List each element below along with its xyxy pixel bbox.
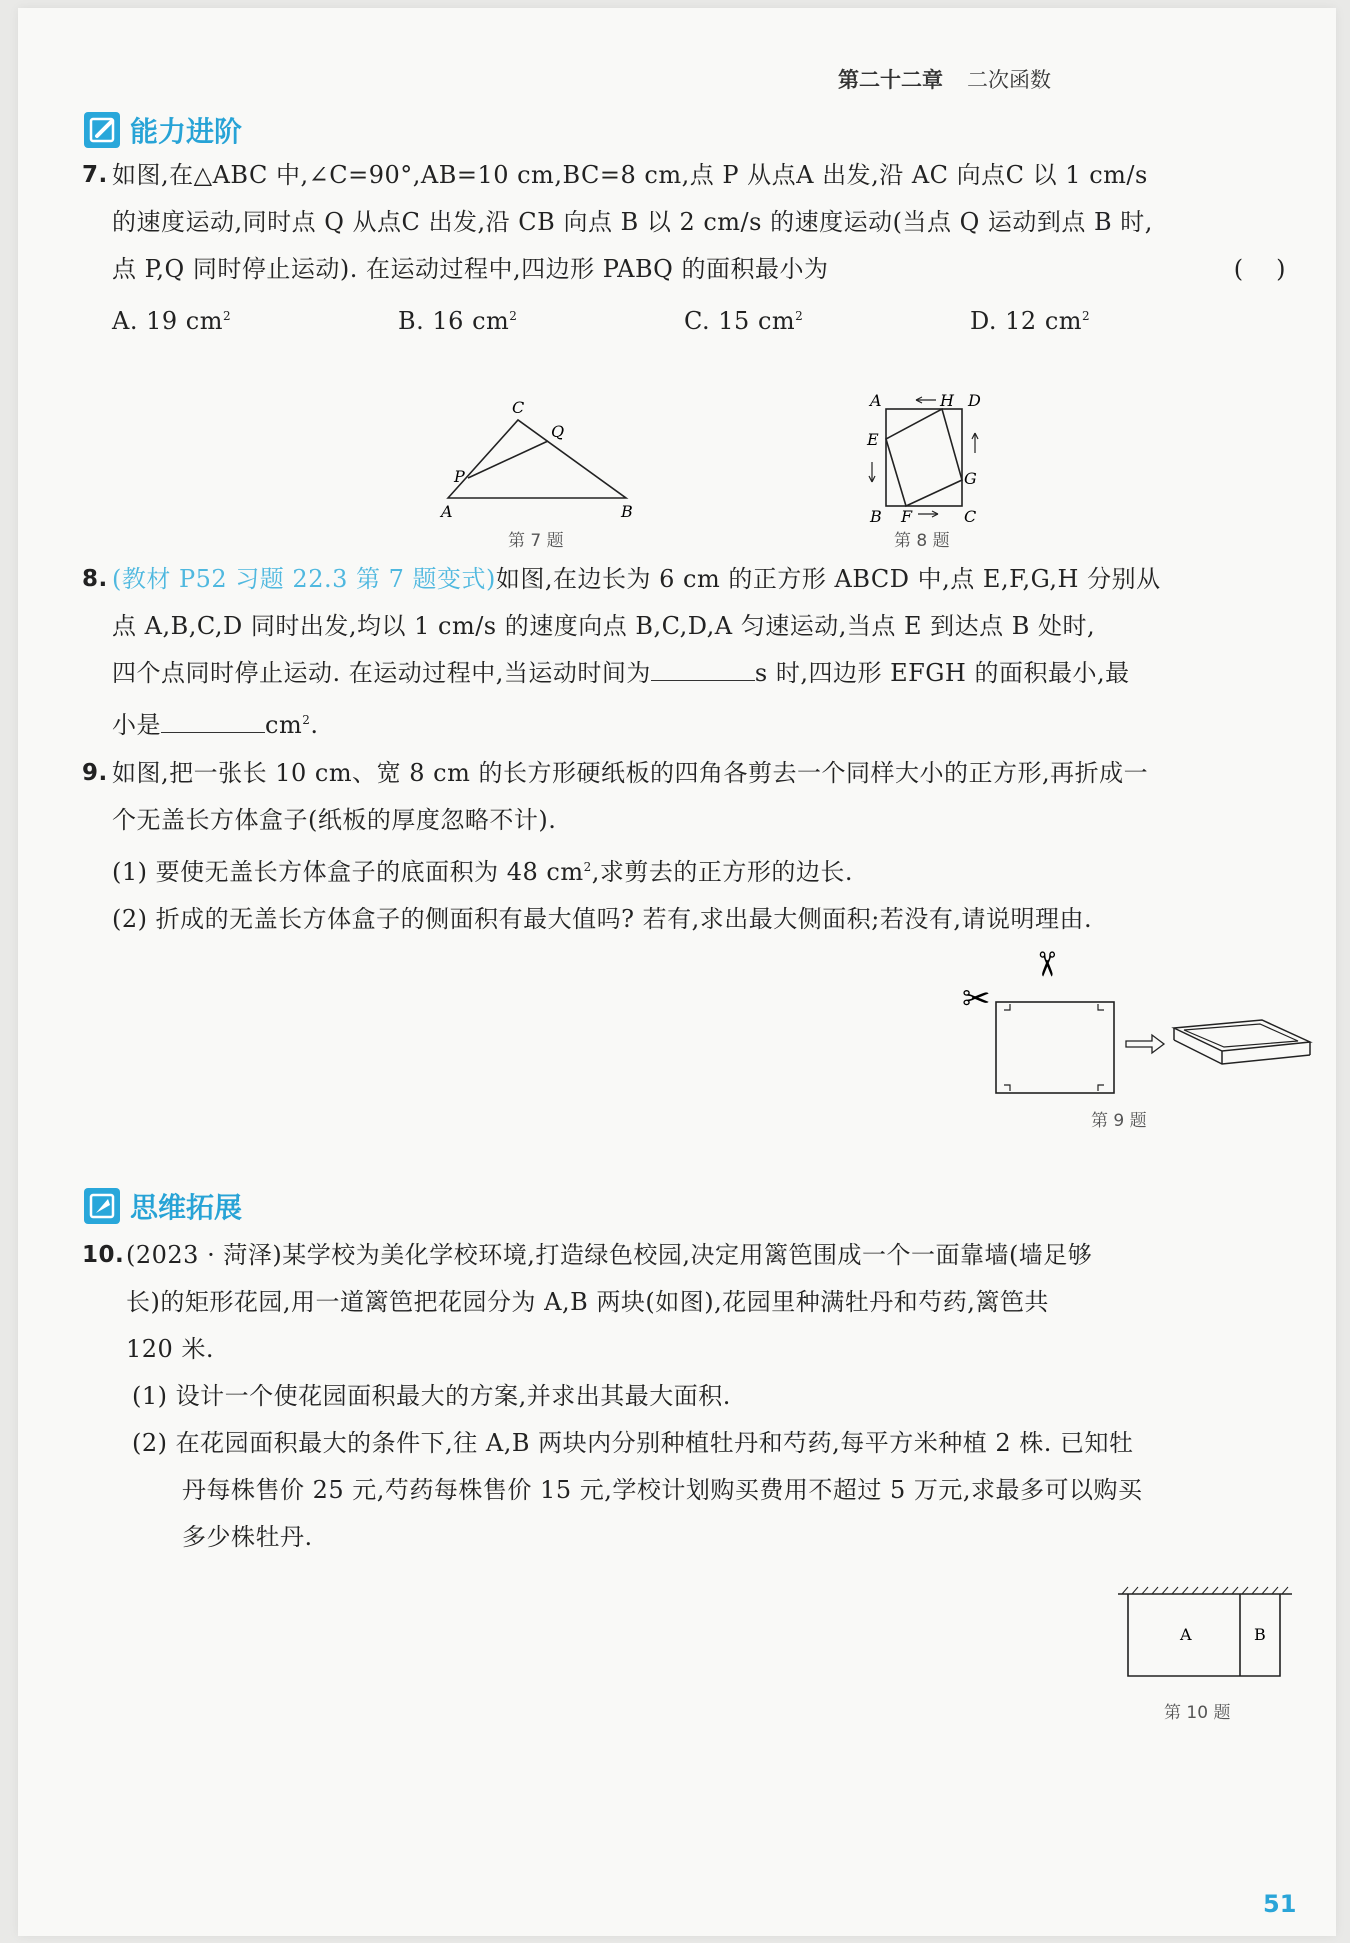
unit-text: cm bbox=[265, 711, 303, 739]
question-text-line: 点 P,Q 同时停止运动). 在运动过程中,四边形 PABQ 的面积最小为 bbox=[112, 255, 829, 283]
answer-blank[interactable] bbox=[161, 708, 265, 733]
answer-blank[interactable] bbox=[651, 656, 755, 681]
scissors-icon-top: ✂ bbox=[1026, 950, 1066, 979]
question-text: s 时,四边形 EFGH 的面积最小,最 bbox=[754, 659, 1130, 687]
scissors-icon-left: ✂ bbox=[962, 979, 991, 1019]
question-number: 9. bbox=[82, 760, 108, 786]
question-text-line: 如图,在△ABC 中,∠C=90°,AB=10 cm,BC=8 cm,点 P 从点A 出发,沿 AC 向点C 以 1 cm/s bbox=[112, 161, 1148, 189]
rocket-icon bbox=[84, 1188, 120, 1224]
unit-exponent: 2 bbox=[302, 713, 311, 727]
running-header bbox=[838, 64, 1051, 94]
option-d: D. 12 $cm^2$ bbox=[970, 307, 1091, 335]
question-7 bbox=[82, 152, 1286, 345]
label-P: P bbox=[454, 467, 465, 486]
question-10 bbox=[82, 1232, 1282, 1561]
textbook-page bbox=[18, 8, 1336, 1936]
sub-question-2-cont: 多少株牡丹. bbox=[182, 1523, 313, 1551]
region-A-label: A bbox=[1180, 1625, 1192, 1644]
question-number: 8. bbox=[82, 566, 108, 592]
question-text: 如图,在边长为 6 cm 的正方形 ABCD 中,点 E,F,G,H 分别从 bbox=[495, 565, 1161, 593]
figure-caption: 第 8 题 bbox=[894, 531, 950, 551]
chapter-topic: 二次函数 bbox=[967, 68, 1051, 92]
answer-bracket: ( ) bbox=[1233, 255, 1286, 283]
question-text-line: 的速度运动,同时点 Q 从点C 出发,沿 CB 向点 B 以 2 cm/s 的速度运动(当点 Q 运动到点 B 时, bbox=[112, 208, 1153, 236]
figure-caption: 第 7 题 bbox=[508, 531, 564, 551]
question-number: 10. bbox=[82, 1242, 125, 1268]
sub-question-2: (2) 在花园面积最大的条件下,往 A,B 两块内分别种植牡丹和芍药,每平方米种植 2 株. 已知牡 bbox=[132, 1429, 1134, 1457]
figure-10-garden bbox=[1110, 1578, 1300, 1688]
region-B-label: B bbox=[1254, 1625, 1266, 1644]
section-heading-ability bbox=[84, 110, 242, 150]
label-H: H bbox=[940, 391, 954, 410]
section-title: 思维拓展 bbox=[130, 1191, 243, 1224]
question-number: 7. bbox=[82, 162, 108, 188]
figure-caption: 第 9 题 bbox=[1091, 1111, 1147, 1131]
label-A: A bbox=[441, 502, 453, 521]
question-text-line: 点 A,B,C,D 同时出发,均以 1 cm/s 的速度向点 B,C,D,A 匀速运动,当点 E 到达点 B 处时, bbox=[112, 612, 1096, 640]
question-text-line: 120 米. bbox=[126, 1335, 215, 1363]
figure-8-square bbox=[858, 386, 1018, 526]
question-text-line: 如图,把一张长 10 cm、宽 8 cm 的长方形硬纸板的四角各剪去一个同样大小的正方形,再折成一 bbox=[112, 759, 1149, 787]
section-title: 能力进阶 bbox=[130, 115, 243, 148]
option-c: C. 15 $cm^2$ bbox=[684, 307, 804, 335]
figure-9-box bbox=[938, 938, 1318, 1098]
figure-caption: 第 10 题 bbox=[1164, 1703, 1231, 1723]
label-C: C bbox=[964, 507, 977, 526]
label-D: D bbox=[968, 391, 981, 410]
label-B: B bbox=[621, 502, 633, 521]
pencil-note-icon bbox=[84, 112, 120, 148]
label-F: F bbox=[901, 507, 913, 526]
label-C: C bbox=[512, 398, 525, 417]
question-text: 小是 bbox=[112, 711, 161, 739]
question-9 bbox=[82, 750, 1282, 943]
sub-question-1: (1) 设计一个使花园面积最大的方案,并求出其最大面积. bbox=[132, 1382, 731, 1410]
label-B: B bbox=[870, 507, 882, 526]
options-row bbox=[112, 293, 1282, 345]
section-heading-extension bbox=[84, 1186, 242, 1226]
sub-question-2: (2) 折成的无盖长方体盒子的侧面积有最大值吗? 若有,求出最大侧面积;若没有,请说明理由. bbox=[112, 905, 1093, 933]
page-number: 51 bbox=[1263, 1890, 1297, 1918]
period: . bbox=[310, 711, 319, 739]
sub-question-1: (1) 要使无盖长方体盒子的底面积为 48 $cm^2$,求剪去的正方形的边长. bbox=[112, 858, 854, 886]
question-text-line: 个无盖长方体盒子(纸板的厚度忽略不计). bbox=[112, 806, 557, 834]
label-E: E bbox=[867, 430, 879, 449]
figure-7-triangle bbox=[428, 393, 648, 523]
label-A: A bbox=[870, 391, 882, 410]
label-G: G bbox=[964, 469, 977, 488]
chapter-title: 第二十二章 bbox=[838, 68, 943, 92]
question-8 bbox=[82, 556, 1282, 749]
option-b: B. 16 $cm^2$ bbox=[398, 307, 518, 335]
option-a: A. 19 $cm^2$ bbox=[112, 307, 232, 335]
question-text-line: 长)的矩形花园,用一道篱笆把花园分为 A,B 两块(如图),花园里种满牡丹和芍药,篱笆共 bbox=[126, 1288, 1049, 1316]
question-text-line: (2023 · 菏泽)某学校为美化学校环境,打造绿色校园,决定用篱笆围成一个一面靠墙(墙足够 bbox=[126, 1241, 1093, 1269]
sub-question-2-cont: 丹每株售价 25 元,芍药每株售价 15 元,学校计划购买费用不超过 5 万元,求最多可以购买 bbox=[182, 1476, 1143, 1504]
question-text: 四个点同时停止运动. 在运动过程中,当运动时间为 bbox=[112, 659, 651, 687]
textbook-source: (教材 P52 习题 22.3 第 7 题变式) bbox=[112, 565, 496, 593]
label-Q: Q bbox=[551, 422, 565, 441]
